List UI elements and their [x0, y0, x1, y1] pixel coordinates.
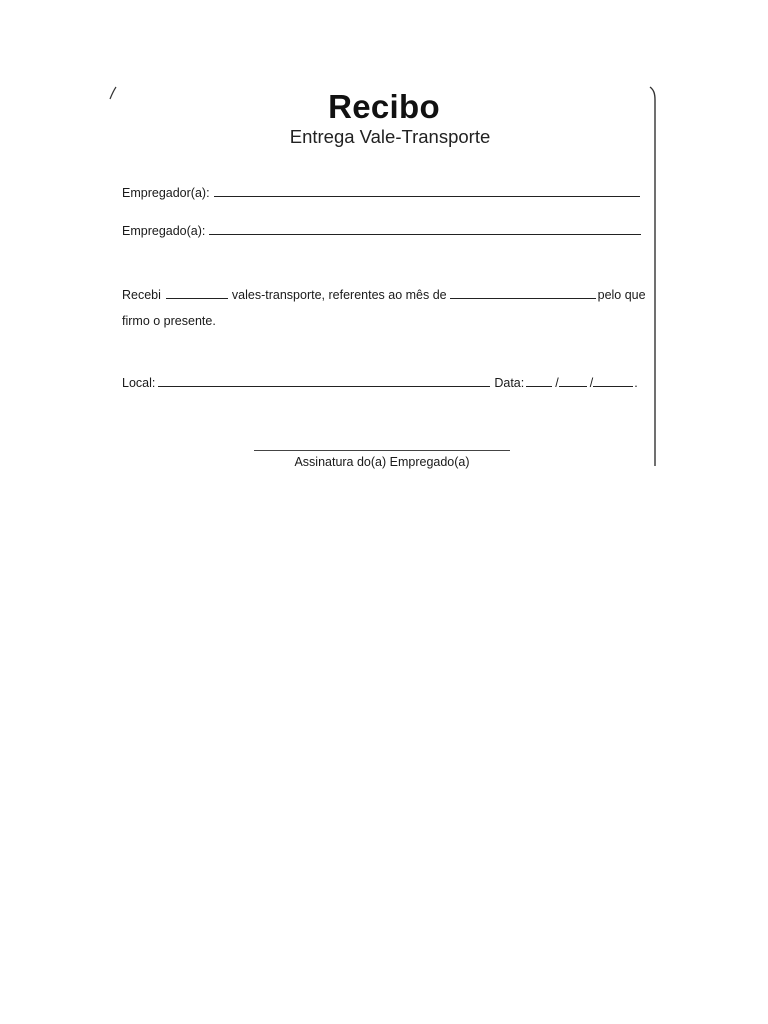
employer-field[interactable]: [214, 195, 640, 197]
employee-row: [122, 224, 641, 238]
date-separator-2: /: [589, 376, 594, 390]
receipt-start-text: Recebi: [122, 288, 161, 302]
document-subtitle: Entrega Vale-Transporte: [289, 126, 491, 147]
receipt-end-text: pelo que: [597, 288, 646, 302]
date-separator-1: /: [555, 376, 559, 390]
receipt-middle-text: vales-transporte, referentes ao mês de: [231, 288, 447, 302]
local-field[interactable]: [158, 385, 490, 387]
signature-label: Assinatura do(a) Empregado(a): [294, 455, 470, 469]
employer-label: Empregador(a):: [122, 186, 210, 200]
receipt-sentence-row: [122, 288, 646, 302]
date-month-field[interactable]: [559, 385, 587, 387]
local-label: Local:: [122, 376, 156, 390]
local-date-row: [122, 376, 638, 390]
employer-row: [122, 186, 640, 200]
document-title: Recibo: [328, 88, 440, 125]
quantity-field[interactable]: [166, 297, 228, 299]
employee-field[interactable]: [209, 233, 641, 235]
receipt-line2-text: firmo o presente.: [122, 314, 216, 328]
date-day-field[interactable]: [526, 385, 552, 387]
date-label: Data:: [494, 376, 525, 390]
date-year-field[interactable]: [593, 385, 633, 387]
date-end-mark: .: [634, 376, 638, 390]
signature-line[interactable]: [254, 450, 510, 451]
month-field[interactable]: [450, 297, 596, 299]
receipt-sentence-row-2: [122, 314, 216, 328]
employee-label: Empregado(a):: [122, 224, 206, 238]
